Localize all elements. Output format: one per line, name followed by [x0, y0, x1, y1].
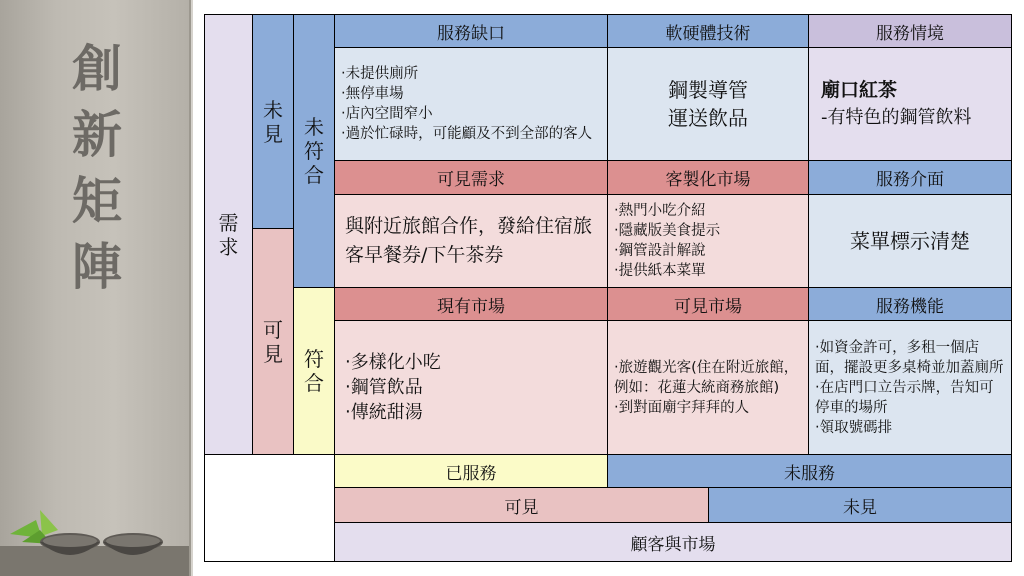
- cell-custom-list: ‧熱門小吃介紹 ‧隱藏版美食提示 ‧鋼管設計解說 ‧提供紙本菜單: [607, 194, 809, 288]
- page-title: [62, 36, 132, 300]
- header-existing-market: 現有市場: [334, 287, 608, 321]
- axis-visible: 可 見: [252, 228, 294, 455]
- cell-existing-list: ‧多樣化小吃 ‧鋼管飲品 ‧傳統甜湯: [334, 320, 608, 455]
- tea-bowls-decoration: [0, 486, 190, 576]
- axis-visible-bottom: 可見: [334, 487, 709, 523]
- axis-customer-market: 顧客與市場: [334, 522, 1012, 562]
- title-char: 矩: [72, 172, 122, 230]
- header-visible-market: 可見市場: [607, 287, 809, 321]
- header-service-interface: 服務介面: [808, 160, 1012, 195]
- axis-demand: 需 求: [204, 14, 253, 455]
- axis-served: 已服務: [334, 454, 608, 488]
- title-char: 陣: [72, 238, 122, 296]
- cell-tech: 鋼製導管 運送飲品: [607, 47, 809, 161]
- header-tech: 軟硬體技術: [607, 14, 809, 48]
- cell-visible-market-list: ‧旅遊觀光客(住在附近旅館，例如：花蓮大統商務旅館) ‧到對面廟宇拜拜的人: [607, 320, 809, 455]
- header-service-scenario: 服務情境: [808, 14, 1012, 48]
- title-char: 創: [72, 40, 122, 98]
- cell-gap-list: ‧未提供廁所 ‧無停車場 ‧店內空間窄小 ‧過於忙碌時，可能顧及不到全部的客人: [334, 47, 608, 161]
- axis-unserved: 未服務: [607, 454, 1012, 488]
- axis-unseen-bottom: 未見: [708, 487, 1012, 523]
- scenario-subtitle: -有特色的鋼管飲料: [821, 107, 972, 128]
- axis-not-fit: 未 符 合: [293, 14, 335, 288]
- header-service-function: 服務機能: [808, 287, 1012, 321]
- title-char: 新: [72, 106, 122, 164]
- scenario-title: 廟口紅茶: [821, 79, 898, 101]
- header-custom-market: 客製化市場: [607, 160, 809, 195]
- sidebar: [0, 0, 193, 576]
- cell-function-list: ‧如資金許可，多租一個店面，擺設更多桌椅並加蓋廁所 ‧在店門口立告示牌，告知可停車的場所 ‧領取號碼排: [808, 320, 1012, 455]
- header-visible-demand: 可見需求: [334, 160, 608, 195]
- cell-interface: 菜單標示清楚: [808, 194, 1012, 288]
- axis-fit: 符 合: [293, 287, 335, 455]
- corner-blank: [204, 454, 335, 562]
- axis-unseen: 未 見: [252, 14, 294, 229]
- header-service-gap: 服務缺口: [334, 14, 608, 48]
- cell-demand: 與附近旅館合作，發給住宿旅客早餐券/下午茶券: [334, 194, 608, 288]
- cell-service-scenario: [808, 47, 1012, 161]
